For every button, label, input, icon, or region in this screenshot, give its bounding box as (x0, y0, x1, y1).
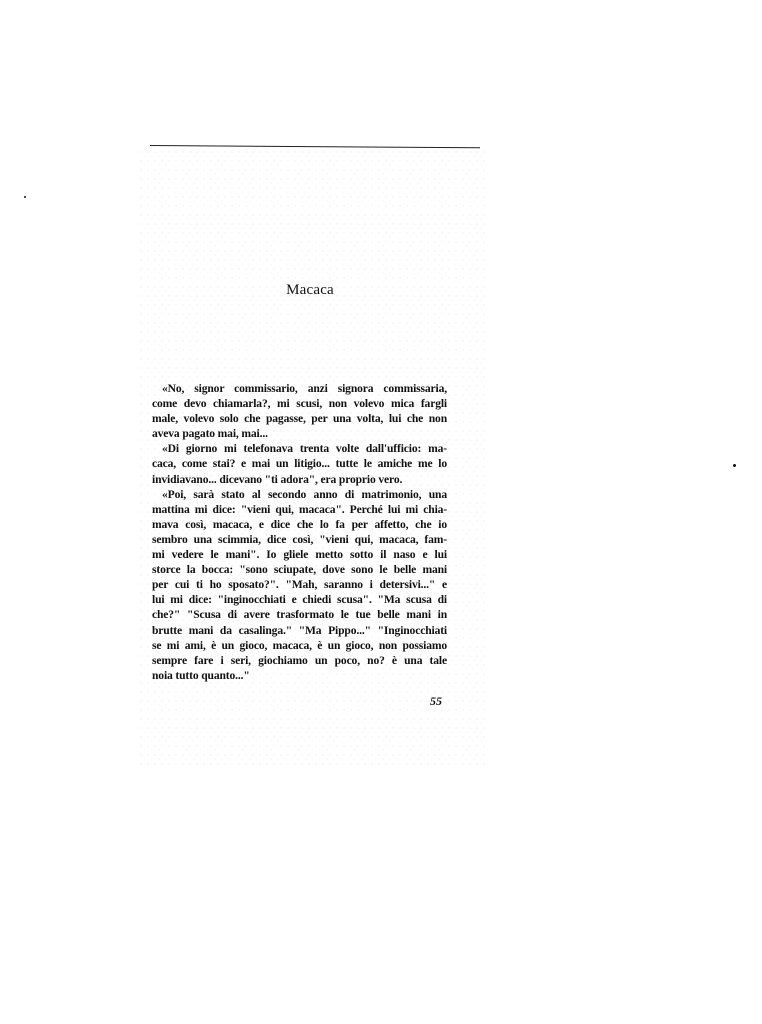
text-line: sembro una scimmia, dice così, "vieni qui, macaca, fam- (152, 532, 447, 546)
text-line: noia tutto quanto..." (152, 668, 250, 682)
text-line: sempre fare i seri, giochiamo un poco, no? è una tale (152, 653, 447, 667)
scan-speck (733, 464, 736, 467)
text-line: mattina mi dice: "vieni qui, macaca". Perché lui mi chia- (152, 502, 447, 516)
scan-speck (24, 196, 26, 198)
text-line: per cui ti ho sposato?". "Mah, saranno i detersivi..." e (152, 578, 447, 592)
text-line: «Di giorno mi telefonava trenta volte dall'ufficio: ma- (162, 442, 447, 456)
text-line: caca, come stai? e mai un litigio... tutte le amiche me lo (152, 457, 447, 471)
text-line: che?" "Scusa di avere trasformato le tue belle mani in (152, 608, 447, 622)
chapter-title-text: Macaca (286, 282, 334, 298)
text-line: mava così, macaca, e dice che lo fa per affetto, che io (152, 517, 447, 531)
page-number: 55 (430, 694, 442, 708)
text-line: «No, signor commissario, anzi signora commissaria, (162, 382, 447, 395)
text-line: «Poi, sarà stato al secondo anno di matrimonio, una (162, 487, 447, 501)
body-text (152, 381, 447, 683)
text-line: brutte mani da casalinga." "Ma Pippo..." "Inginocchiati (152, 623, 447, 637)
chapter-title (0, 282, 620, 299)
top-rule-line (150, 145, 480, 148)
text-line: come devo chiamarla?, mi scusi, non volevo mica fargli (152, 397, 447, 411)
text-line: se mi ami, è un gioco, macaca, è un gioco, non possiamo (152, 638, 447, 652)
text-line: invidiavano... dicevano "ti adora", era proprio vero. (152, 472, 403, 486)
text-line: storce la bocca: "sono sciupate, dove sono le belle mani (152, 563, 447, 577)
text-line: lui mi dice: "inginocchiati e chiedi scusa". "Ma scusa di (152, 593, 447, 607)
text-line: male, volevo solo che pagasse, per una volta, lui che non (152, 412, 447, 426)
text-line: mi vedere le mani". Io gliele metto sotto il naso e lui (152, 548, 447, 562)
text-line: aveva pagato mai, mai... (152, 427, 268, 441)
